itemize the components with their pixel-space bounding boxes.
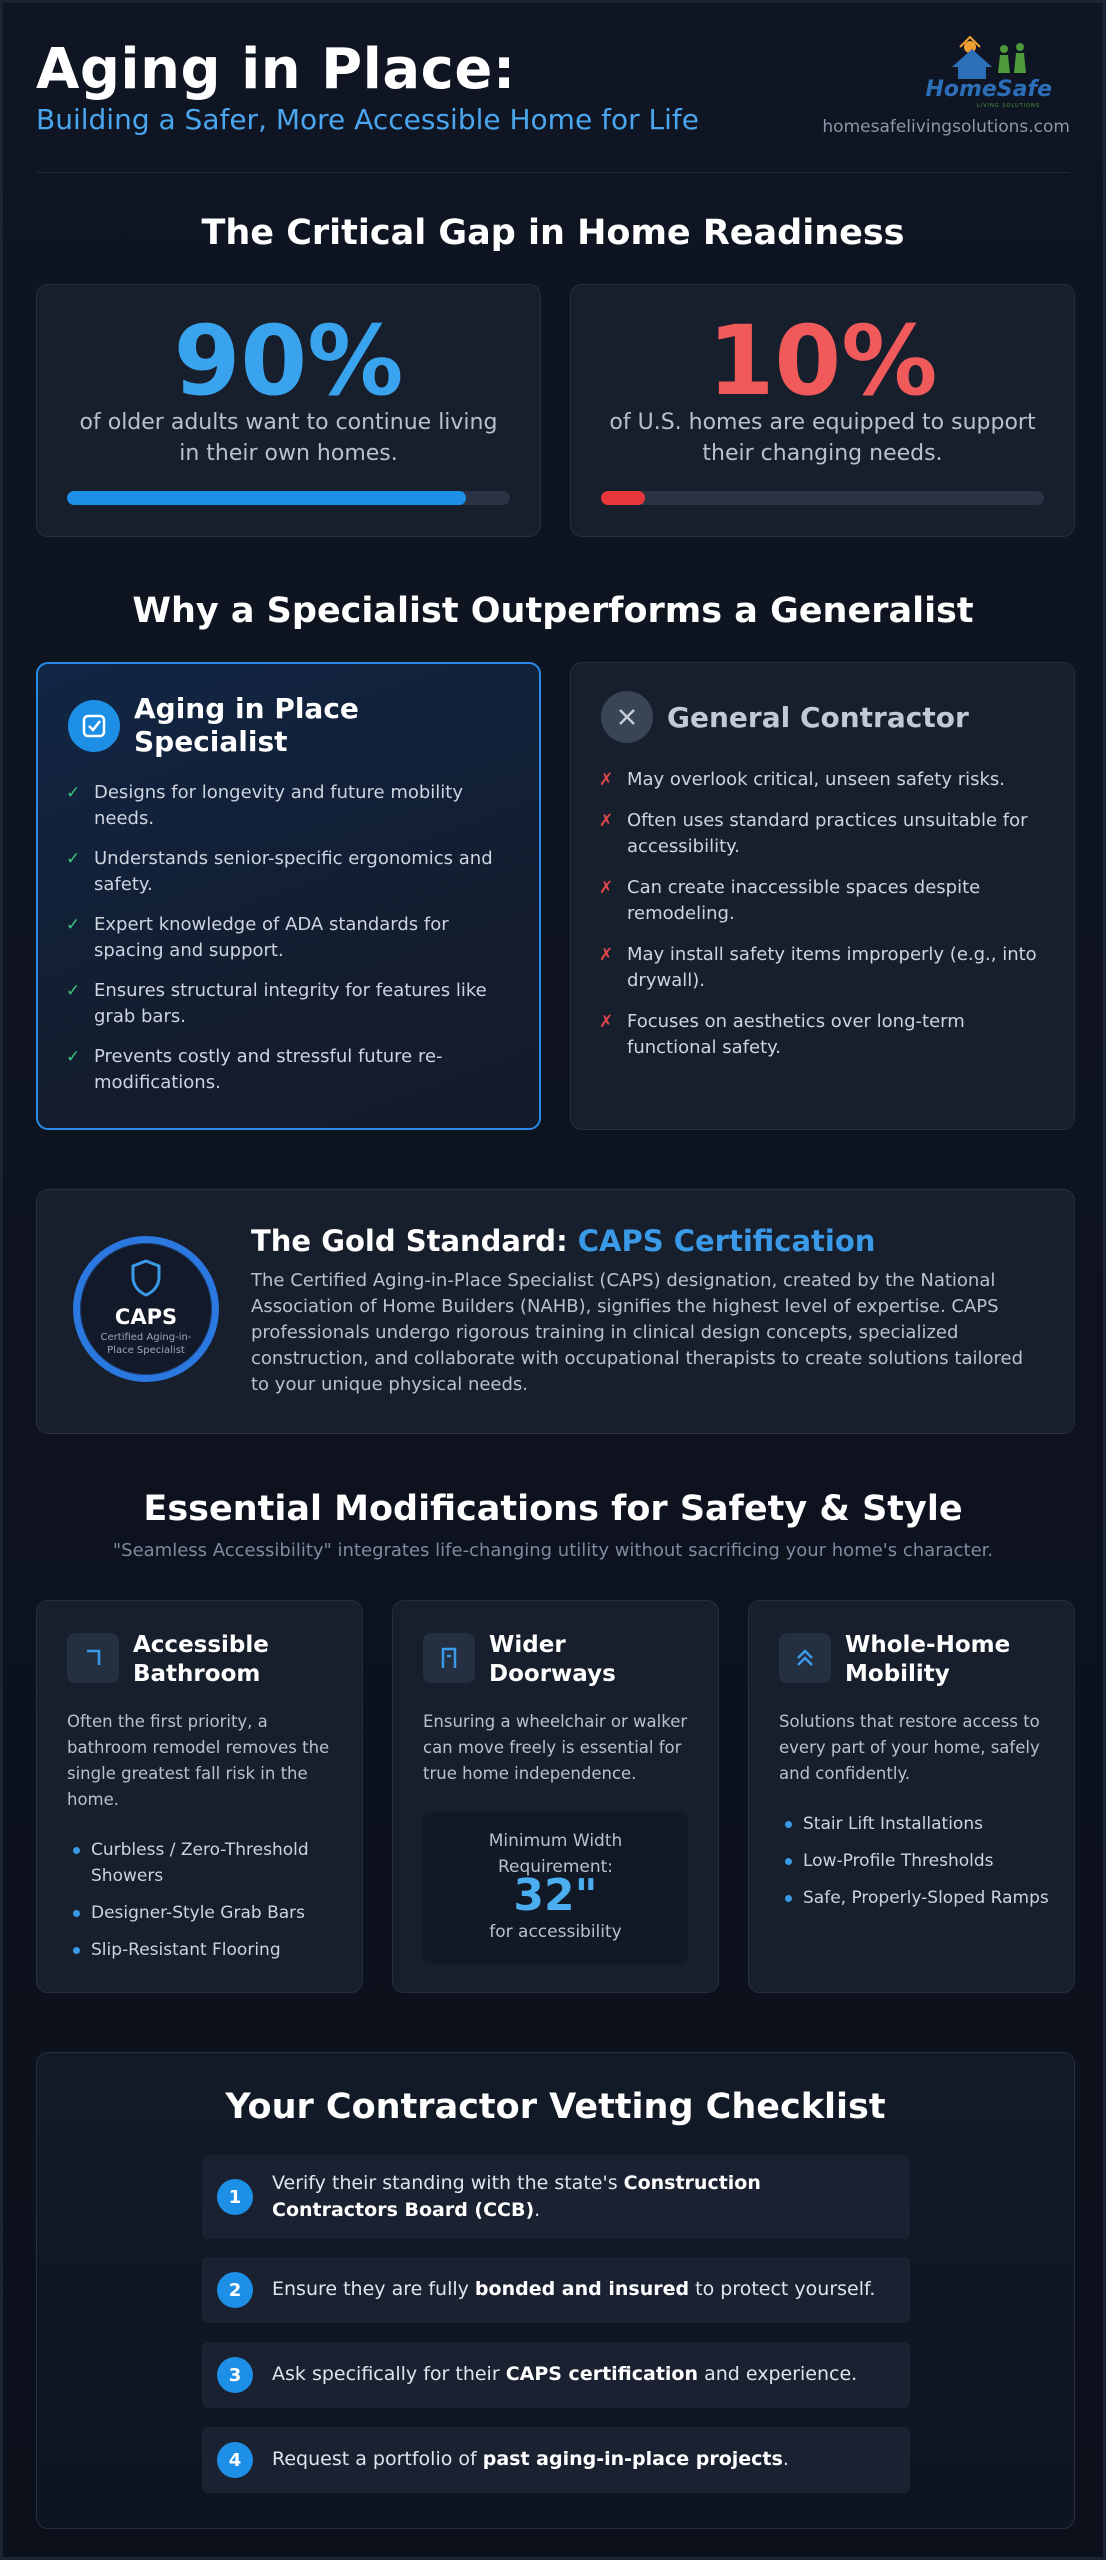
checklist-step	[202, 2257, 910, 2323]
generalist-card	[570, 662, 1075, 1130]
mod-description: Often the first priority, a bathroom remodel removes the single greatest fall risk in the home.	[67, 1712, 330, 1809]
list-item: Designer-Style Grab Bars	[67, 1900, 342, 1926]
list-item: ✓ Expert knowledge of ADA standards for spacing and support.	[66, 914, 449, 961]
check-icon: ✓	[66, 915, 81, 935]
step-number: 2	[217, 2272, 253, 2308]
list-item: ✗ Focuses on aesthetics over long-term functional safety.	[599, 1011, 965, 1058]
checklist-step	[202, 2427, 910, 2493]
list-item: Stair Lift Installations	[779, 1811, 1054, 1837]
mod-description: Solutions that restore access to every part of your home, safely and confidently.	[779, 1712, 1040, 1783]
mod-title: Wider Doorways	[489, 1632, 616, 1687]
progress-bar-track	[67, 491, 510, 505]
mod-title: Whole-Home Mobility	[845, 1632, 1011, 1687]
step-number: 4	[217, 2442, 253, 2478]
step-text: Request a portfolio of past aging-in-place projects.	[272, 2448, 789, 2470]
mod-card-doorways	[392, 1600, 719, 1993]
mobility-list	[779, 1811, 1054, 1922]
mod-card-mobility	[748, 1600, 1075, 1993]
list-item: Curbless / Zero-Threshold Showers	[67, 1837, 342, 1889]
list-item: ✗ Often uses standard practices unsuitable for accessibility.	[599, 810, 1028, 857]
specialist-list	[66, 780, 515, 1096]
cross-icon: ✗	[599, 770, 614, 790]
mods-subtitle: "Seamless Accessibility" integrates life-changing utility without sacrificing your home's character.	[112, 1540, 994, 1561]
website-link[interactable]: homesafelivingsolutions.com	[822, 117, 1070, 137]
mod-title: Accessible Bathroom	[133, 1632, 269, 1687]
checkbox-icon	[68, 700, 120, 752]
list-item: ✓ Prevents costly and stressful future re-modifications.	[66, 1046, 443, 1093]
page-subtitle: Building a Safer, More Accessible Home for Life	[36, 103, 699, 136]
checklist-step	[202, 2342, 910, 2408]
gap-section-title: The Critical Gap in Home Readiness	[201, 213, 905, 253]
list-item: ✗ Can create inaccessible spaces despite remodeling.	[599, 877, 981, 924]
mod-description: Ensuring a wheelchair or walker can move freely is essential for true home independence.	[423, 1712, 688, 1783]
checklist-title: Your Contractor Vetting Checklist	[225, 2087, 886, 2127]
cross-icon: ✗	[599, 878, 614, 898]
mods-section-title: Essential Modifications for Safety & Style	[143, 1489, 963, 1529]
specialist-card	[36, 662, 541, 1130]
cross-icon: ✗	[599, 1012, 614, 1032]
step-number: 1	[217, 2179, 253, 2215]
stat-card-equipped	[570, 284, 1075, 537]
checklist-card	[36, 2052, 1075, 2529]
progress-bar-track	[601, 491, 1044, 505]
progress-bar-fill	[67, 491, 466, 505]
caps-title: The Gold Standard: CAPS Certification	[251, 1224, 876, 1258]
list-item: Safe, Properly-Sloped Ramps	[779, 1885, 1054, 1911]
list-item: ✓ Ensures structural integrity for features like grab bars.	[66, 980, 487, 1027]
page-title: Aging in Place:	[36, 37, 516, 102]
caps-badge-label: CAPS	[114, 1305, 178, 1329]
caps-card	[36, 1189, 1075, 1434]
step-text: Ensure they are fully bonded and insured to protect yourself.	[272, 2278, 876, 2300]
requirement-note: for accessibility	[489, 1922, 622, 1942]
mod-card-bathroom	[36, 1600, 363, 1993]
generalist-list	[599, 767, 1050, 1061]
caps-badge-sub: Certified Aging-in-Place Specialist	[100, 1332, 192, 1356]
comparison-section-title: Why a Specialist Outperforms a Generalist	[132, 591, 974, 631]
requirement-label: Minimum Width Requirement:	[488, 1831, 623, 1877]
check-icon: ✓	[66, 1047, 81, 1067]
cross-icon: ✗	[599, 811, 614, 831]
header	[36, 33, 1070, 173]
list-item: ✓ Designs for longevity and future mobility needs.	[66, 782, 464, 829]
caps-description: The Certified Aging-in-Place Specialist (CAPS) designation, created by the National Association of Home Builders (NAHB), signifies the highest level of expertise. CAPS professionals undergo rigorous training in clinical design concepts, specialized construction, and collaborate with occupational therapists to create solutions tailored to your unique physical needs.	[251, 1270, 1024, 1395]
list-item: Low-Profile Thresholds	[779, 1848, 1054, 1874]
check-icon: ✓	[66, 981, 81, 1001]
chevrons-up-icon	[779, 1633, 831, 1683]
house-people-icon	[930, 33, 1050, 83]
list-item: ✗ May install safety items improperly (e.g., into drywall).	[599, 944, 1037, 991]
stat-value: 90%	[173, 305, 404, 417]
shield-icon	[130, 1259, 162, 1297]
stat-description: of U.S. homes are equipped to support their changing needs.	[609, 410, 1036, 466]
door-icon	[423, 1633, 475, 1683]
generalist-heading: General Contractor	[667, 701, 969, 734]
progress-bar-fill	[601, 491, 645, 505]
stat-value: 10%	[707, 305, 938, 417]
specialist-heading: Aging in Place Specialist	[134, 692, 359, 758]
stat-description: of older adults want to continue living in their own homes.	[79, 410, 498, 466]
list-item: ✗ May overlook critical, unseen safety risks.	[599, 767, 1050, 793]
close-icon	[601, 691, 653, 743]
requirement-value: 32"	[513, 1870, 598, 1921]
logo-wordmark: HomeSafe	[925, 77, 1052, 102]
step-text: Verify their standing with the state's Construction Contractors Board (CCB).	[272, 2172, 761, 2221]
list-item: Slip-Resistant Flooring	[67, 1937, 342, 1963]
grab-bar-icon	[67, 1633, 119, 1683]
caps-badge	[73, 1236, 219, 1382]
check-icon: ✓	[66, 849, 81, 869]
logo-tagline: LIVING SOLUTIONS	[976, 103, 1040, 109]
step-number: 3	[217, 2357, 253, 2393]
stat-card-want	[36, 284, 541, 537]
checklist-step	[202, 2155, 910, 2239]
list-item: ✓ Understands senior-specific ergonomics and safety.	[66, 848, 493, 895]
step-text: Ask specifically for their CAPS certification and experience.	[272, 2363, 858, 2385]
bathroom-list	[67, 1837, 342, 1974]
cross-icon: ✗	[599, 945, 614, 965]
check-icon: ✓	[66, 783, 81, 803]
width-requirement-box	[423, 1812, 688, 1964]
